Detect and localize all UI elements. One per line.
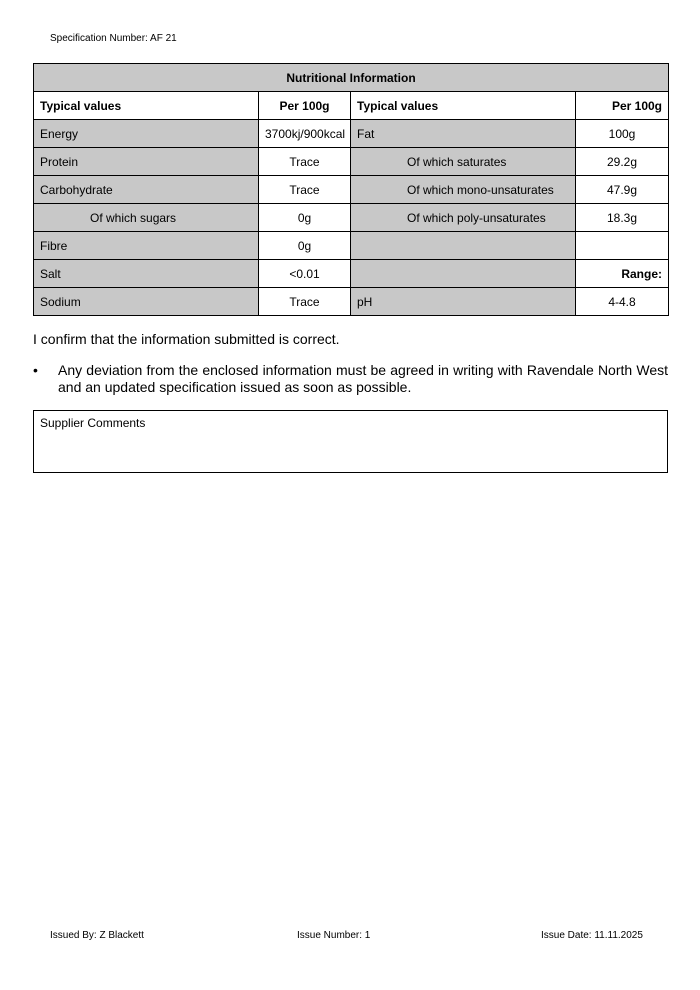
nutritional-information-table xyxy=(33,63,669,316)
table-header-row xyxy=(34,92,669,120)
row-value: 29.2g xyxy=(576,148,669,176)
issue-number: Issue Number: 1 xyxy=(297,930,371,941)
row-label: Protein xyxy=(34,148,259,176)
row-label: Fat xyxy=(351,120,576,148)
row-value: 4-4.8 xyxy=(576,288,669,316)
table-row xyxy=(34,204,669,232)
column-header: Typical values xyxy=(34,92,259,120)
supplier-comments-box xyxy=(33,410,668,473)
row-value: 3700kj/900kcal xyxy=(259,120,351,148)
row-label xyxy=(351,260,576,288)
row-value: 47.9g xyxy=(576,176,669,204)
row-value: Trace xyxy=(259,148,351,176)
row-label: Of which saturates xyxy=(351,148,576,176)
range-label: Range: xyxy=(576,260,669,288)
deviation-notice xyxy=(33,362,668,396)
column-header: Typical values xyxy=(351,92,576,120)
confirmation-statement: I confirm that the information submitted is correct. xyxy=(33,331,340,347)
row-label: Of which mono-unsaturates xyxy=(351,176,576,204)
row-label: Salt xyxy=(34,260,259,288)
supplier-comments-label: Supplier Comments xyxy=(40,416,146,430)
row-value: Trace xyxy=(259,288,351,316)
row-value: 0g xyxy=(259,232,351,260)
row-label: pH xyxy=(351,288,576,316)
issue-date: Issue Date: 11.11.2025 xyxy=(541,930,643,941)
table-title: Nutritional Information xyxy=(34,64,669,92)
row-label: Energy xyxy=(34,120,259,148)
row-label: Carbohydrate xyxy=(34,176,259,204)
row-value: <0.01 xyxy=(259,260,351,288)
table-row xyxy=(34,176,669,204)
table-row xyxy=(34,148,669,176)
bullet-icon: • xyxy=(33,362,38,378)
row-value: 100g xyxy=(576,120,669,148)
table-row xyxy=(34,288,669,316)
row-label: Sodium xyxy=(34,288,259,316)
row-value: 18.3g xyxy=(576,204,669,232)
row-value xyxy=(576,232,669,260)
row-label: Fibre xyxy=(34,232,259,260)
column-header: Per 100g xyxy=(259,92,351,120)
table-row xyxy=(34,260,669,288)
row-label xyxy=(351,232,576,260)
row-label: Of which poly-unsaturates xyxy=(351,204,576,232)
row-value: Trace xyxy=(259,176,351,204)
issued-by: Issued By: Z Blackett xyxy=(50,930,144,941)
table-row xyxy=(34,232,669,260)
row-label: Of which sugars xyxy=(34,204,259,232)
column-header: Per 100g xyxy=(576,92,669,120)
table-row xyxy=(34,120,669,148)
row-value: 0g xyxy=(259,204,351,232)
deviation-notice-text: Any deviation from the enclosed information must be agreed in writing with Ravendale North West and an updated specification issued as soon as possible. xyxy=(58,362,668,395)
specification-number: Specification Number: AF 21 xyxy=(50,33,177,44)
